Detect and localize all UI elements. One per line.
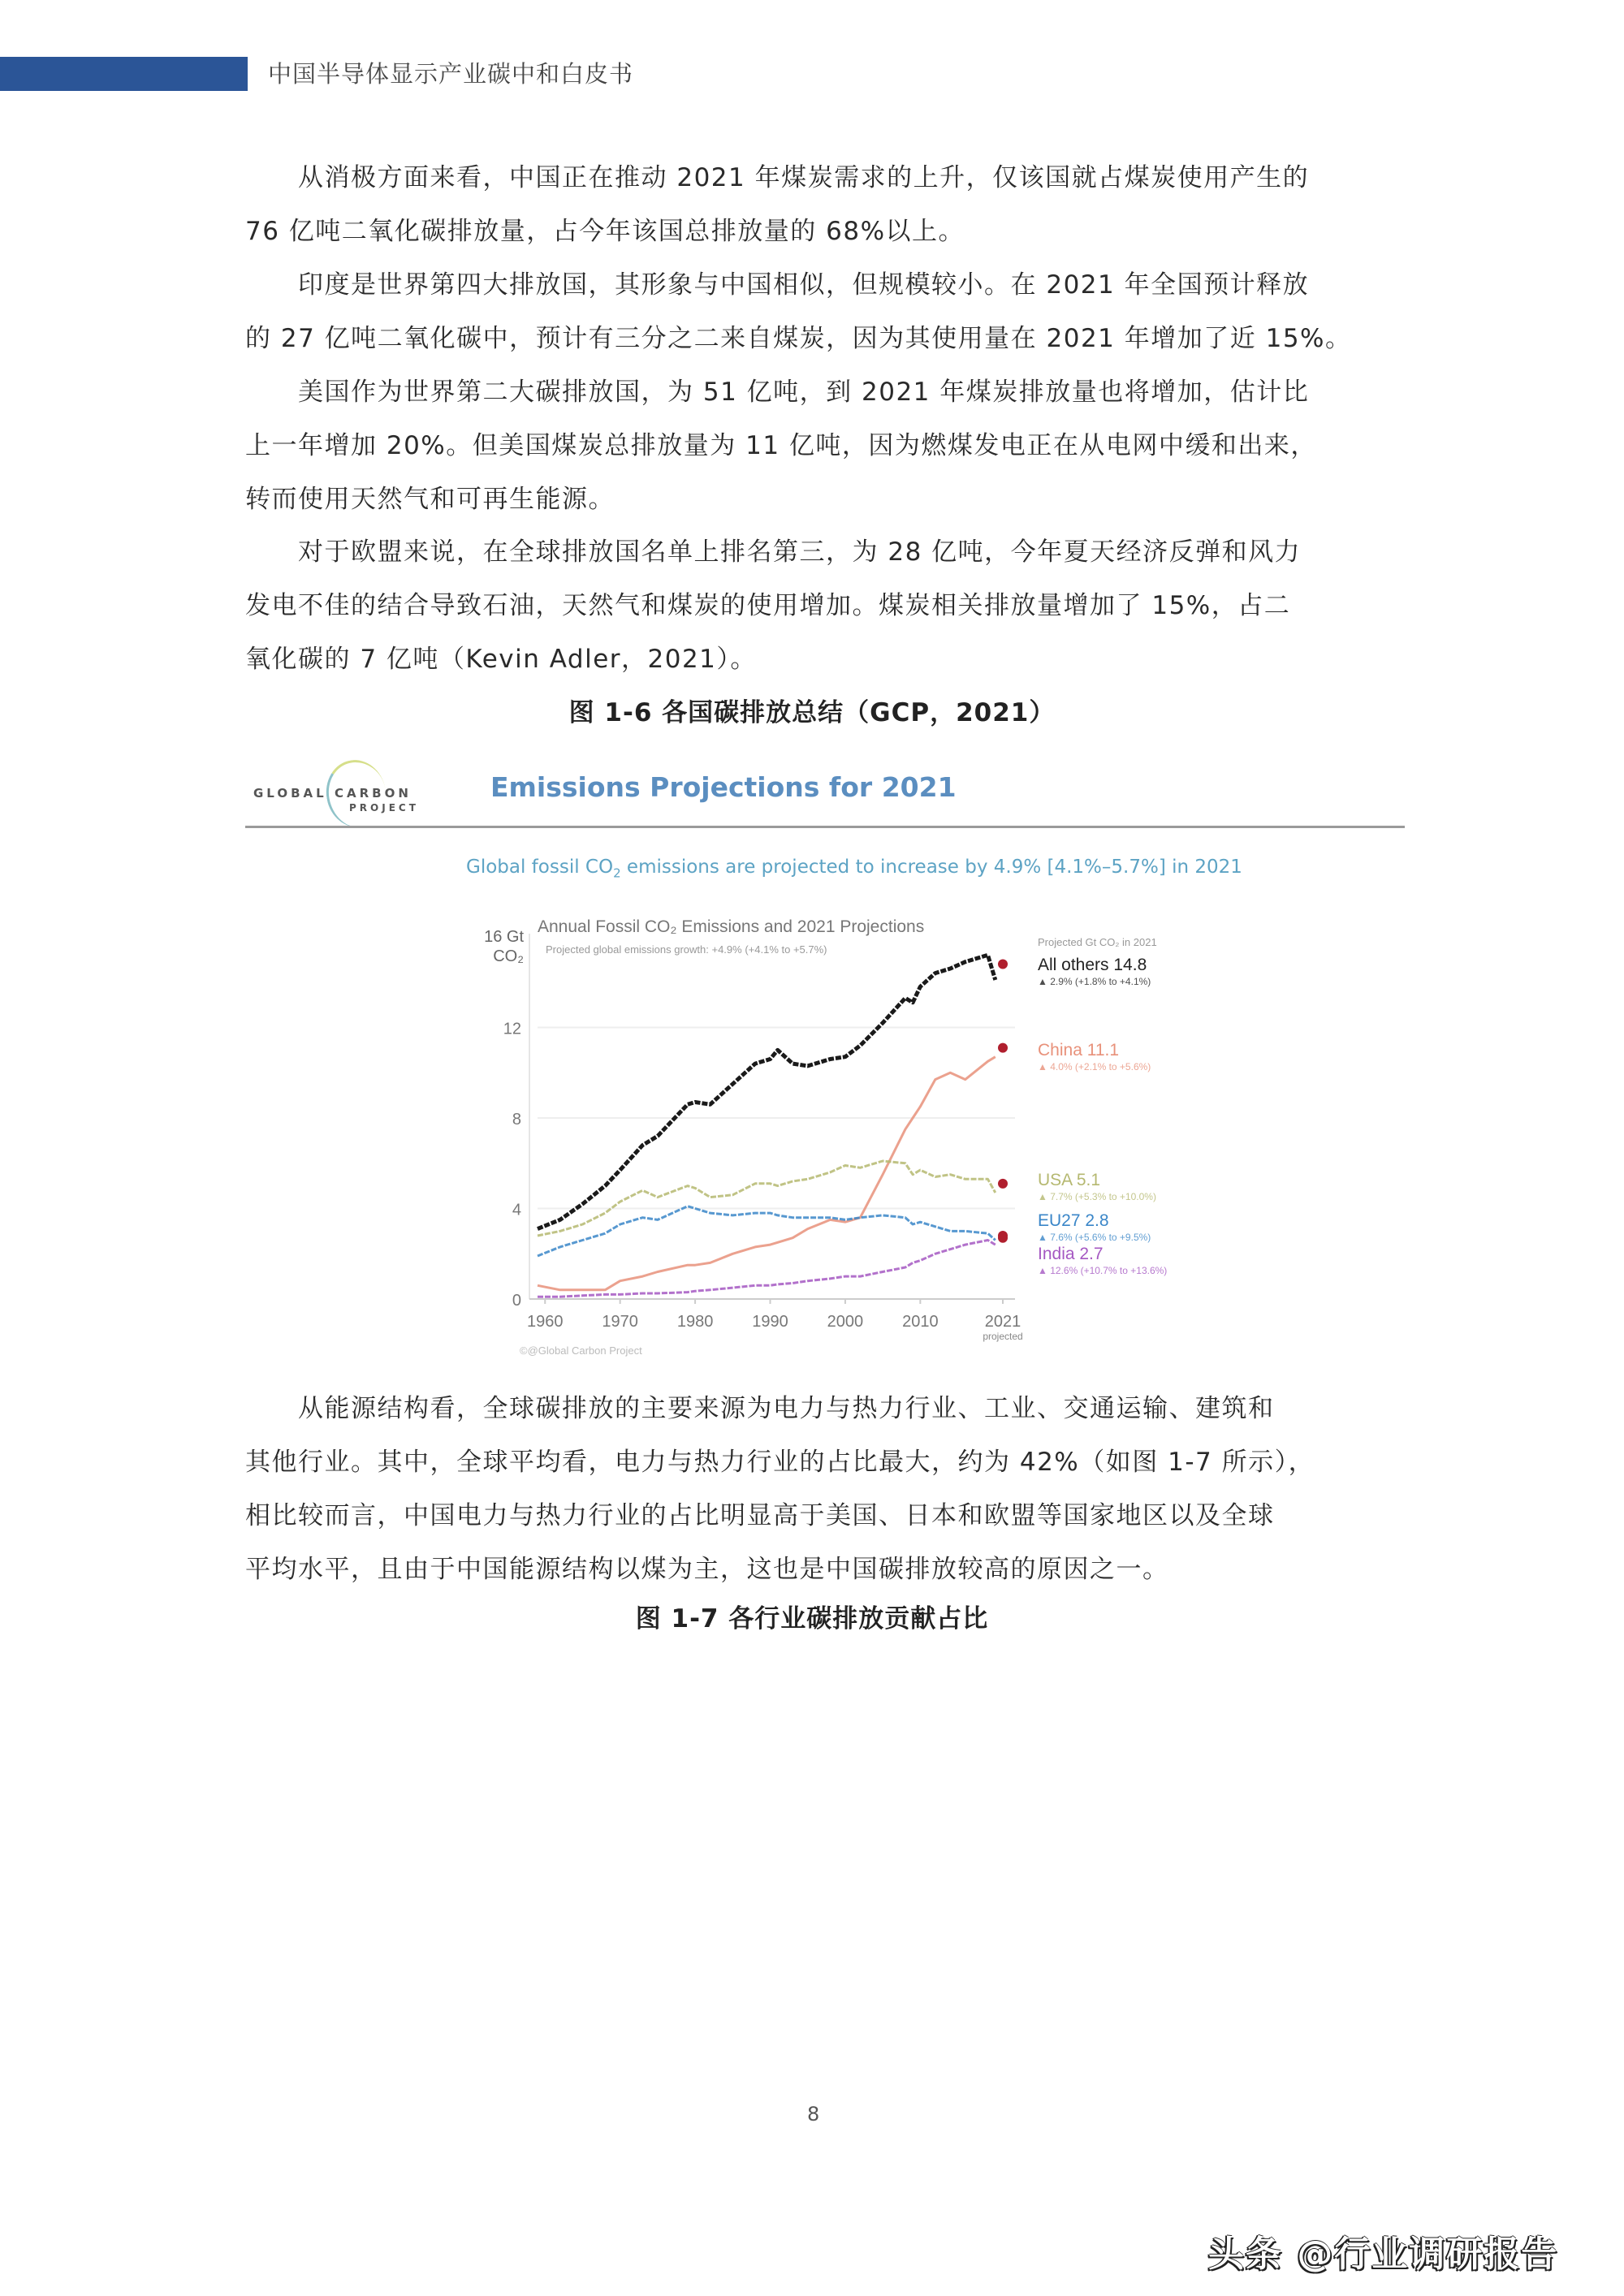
x-tick-label: 2021: [984, 1313, 1021, 1331]
y-tick-label: 8: [512, 1111, 521, 1129]
projection-dot-icon: [998, 959, 1008, 969]
figure-1-7-caption: 图 1-7 各行业碳排放贡献占比: [635, 1604, 989, 1634]
paragraph-line: 从能源结构看，全球碳排放的主要来源为电力与热力行业、工业、交通运输、建筑和: [245, 1394, 1275, 1423]
projection-dot-icon: [998, 1043, 1008, 1053]
x-tick-label: 1960: [526, 1313, 564, 1331]
x-tick-label: 1970: [602, 1313, 638, 1331]
y-tick-label: 12: [503, 1020, 521, 1038]
projection-dot-icon: [998, 1179, 1008, 1189]
legend-label: All others 14.8: [1038, 956, 1147, 974]
source-watermark: 头条 @行业调研报告: [1208, 2233, 1559, 2275]
y-tick-label: 0: [512, 1292, 521, 1310]
chart-title: Annual Fossil CO₂ Emissions and 2021 Projections: [538, 917, 925, 936]
y-tick-label: 4: [512, 1201, 521, 1219]
logo-word-global: GLOBAL: [253, 786, 327, 801]
document-header-title: 中国半导体显示产业碳中和白皮书: [268, 60, 634, 88]
y-axis-unit: CO₂: [493, 947, 524, 965]
legend-growth: ▲ 7.7% (+5.3% to +10.0%): [1038, 1191, 1156, 1202]
legend-growth: ▲ 2.9% (+1.8% to +4.1%): [1038, 976, 1151, 987]
x-tick-label: 1990: [752, 1313, 788, 1331]
paragraph-line: 从消极方面来看，中国正在推动 2021 年煤炭需求的上升，仅该国就占煤炭使用产生的: [245, 163, 1310, 192]
legend-label: India 2.7: [1038, 1245, 1104, 1263]
paragraph-line: 印度是世界第四大排放国，其形象与中国相似，但规模较小。在 2021 年全国预计释放: [245, 270, 1310, 300]
subtitle-subscript: 2: [613, 865, 621, 881]
chart-credit: ©@Global Carbon Project: [520, 1344, 642, 1357]
paragraph-line: 76 亿吨二氧化碳排放量，占今年该国总排放量的 68%以上。: [245, 217, 965, 246]
paragraph-line: 平均水平，且由于中国能源结构以煤为主，这也是中国碳排放较高的原因之一。: [245, 1555, 1169, 1584]
logo-word-carbon: CARBON: [335, 786, 412, 801]
paragraph-line: 对于欧盟来说，在全球排放国名单上排名第三，为 28 亿吨，今年夏天经济反弹和风力: [245, 537, 1302, 567]
slide-title: Emissions Projections for 2021: [490, 771, 957, 803]
subtitle-text-pre: Global fossil CO: [466, 857, 614, 878]
chart-subtitle: Projected global emissions growth: +4.9% (+4.1% to +5.7%): [546, 943, 827, 956]
x-tick-label: 1980: [676, 1313, 714, 1331]
x-tick-note: projected: [983, 1331, 1023, 1342]
x-tick-label: 2000: [827, 1313, 864, 1331]
paragraph-line: 发电不佳的结合导致石油，天然气和煤炭的使用增加。煤炭相关排放量增加了 15%，占二: [245, 591, 1291, 620]
legend-growth: ▲ 7.6% (+5.6% to +9.5%): [1038, 1232, 1151, 1243]
page-number: 8: [807, 2103, 820, 2126]
paragraph-energy-structure: [245, 1382, 1382, 1596]
paragraph-line: 的 27 亿吨二氧化碳中，预计有三分之二来自煤炭，因为其使用量在 2021 年增加了近 15%。: [245, 324, 1352, 353]
paragraph-line: 美国作为世界第二大碳排放国，为 51 亿吨，到 2021 年煤炭排放量也将增加，估计比: [245, 378, 1310, 407]
paragraph-line: 转而使用天然气和可再生能源。: [245, 485, 615, 514]
series-line-eu27: [538, 1206, 996, 1256]
logo-word-project: PROJECT: [349, 802, 419, 814]
paragraph-line: 其他行业。其中，全球平均看，电力与热力行业的占比最大，约为 42%（如图 1-7 所示），: [245, 1448, 1315, 1477]
legend-header: Projected Gt CO₂ in 2021: [1038, 936, 1157, 948]
legend-label: China 11.1: [1038, 1041, 1120, 1060]
paragraph-line: 相比较而言，中国电力与热力行业的占比明显高于美国、日本和欧盟等国家地区以及全球: [245, 1501, 1275, 1530]
legend-growth: ▲ 12.6% (+10.7% to +13.6%): [1038, 1265, 1168, 1276]
paragraph-line: 氧化碳的 7 亿吨（Kevin Adler，2021）。: [245, 645, 757, 674]
legend-growth: ▲ 4.0% (+2.1% to +5.6%): [1038, 1061, 1151, 1072]
x-tick-label: 2010: [902, 1313, 939, 1331]
legend-label: USA 5.1: [1038, 1171, 1101, 1189]
subtitle-text-post: emissions are projected to increase by 4.9% [4.1%–5.7%] in 2021: [620, 857, 1242, 878]
figure-1-6-caption: 图 1-6 各国碳排放总结（GCP，2021）: [568, 698, 1056, 727]
legend-label: EU27 2.8: [1038, 1211, 1109, 1230]
series-line-all-others: [538, 955, 996, 1228]
y-axis-label: 16 Gt: [484, 928, 524, 946]
projection-dot-icon: [998, 1233, 1008, 1243]
paragraph-line: 上一年增加 20%。但美国煤炭总排放量为 11 亿吨，因为燃煤发电正在从电网中缓和出来，: [245, 431, 1317, 460]
